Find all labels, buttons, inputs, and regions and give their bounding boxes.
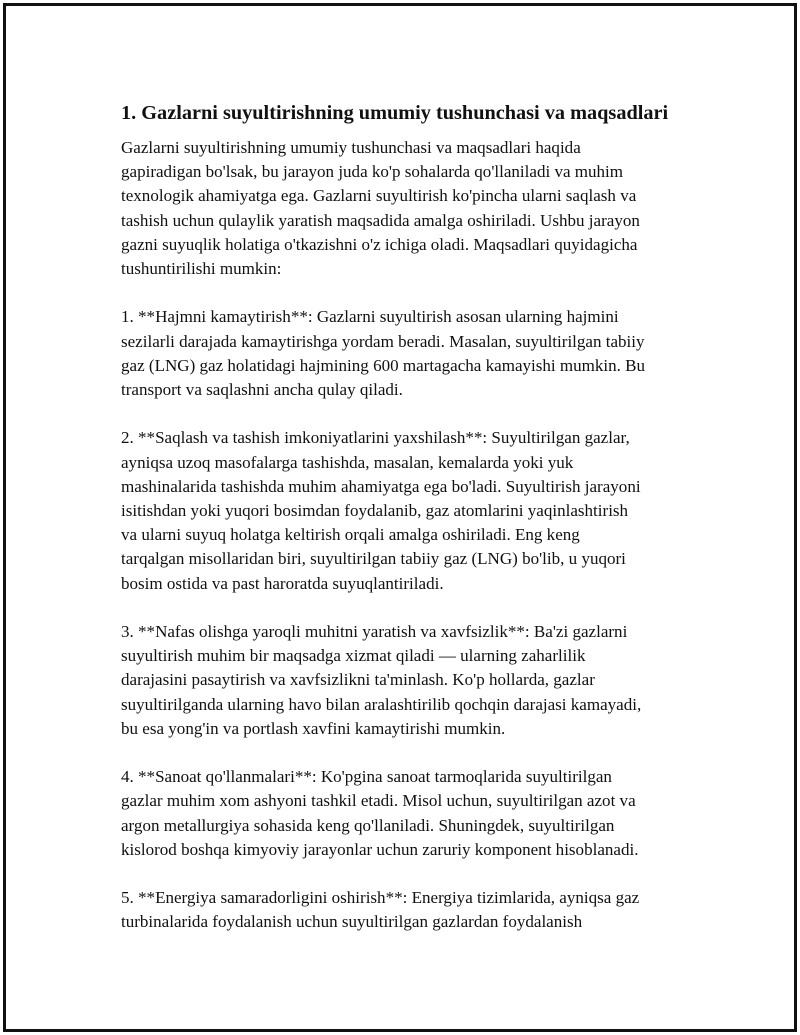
- list-item-1: [121, 305, 701, 402]
- list-item-4: [121, 765, 701, 862]
- text-line: transport va saqlashni ancha qulay qiladi.: [121, 380, 403, 400]
- text-line: suyultirish muhim bir maqsadga xizmat qiladi — ularning zaharlilik: [121, 646, 586, 666]
- intro-paragraph: [121, 136, 701, 281]
- paragraph-gap: [121, 862, 701, 886]
- paragraph-gap: [121, 741, 701, 765]
- text-line: tashish uchun qulaylik yaratish maqsadida amalga oshiriladi. Ushbu jarayon: [121, 210, 640, 230]
- text-line: 3. **Nafas olishga yaroqli muhitni yaratish va xavfsizlik**: Ba'zi gazlarni: [121, 622, 628, 642]
- text-line: ayniqsa uzoq masofalarga tashishda, masalan, kemalarda yoki yuk: [121, 452, 574, 472]
- text-line: Gazlarni suyultirishning umumiy tushunchasi va maqsadlari haqida: [121, 138, 581, 157]
- text-line: 4. **Sanoat qo'llanmalari**: Ko'pgina sanoat tarmoqlarida suyultirilgan: [121, 767, 612, 787]
- text-line: argon metallurgiya sohasida keng qo'llaniladi. Shuningdek, suyultirilgan: [121, 815, 615, 835]
- text-line: texnologik ahamiyatga ega. Gazlarni suyultirish ko'pincha ularni saqlash va: [121, 186, 637, 206]
- text-line: tarqalgan misollaridan biri, suyultirilgan tabiiy gaz (LNG) bo'lib, u yuqori: [121, 549, 626, 569]
- text-line: gazlar muhim xom ashyoni tashkil etadi. Misol uchun, suyultirilgan azot va: [121, 791, 636, 811]
- text-line: sezilarli darajada kamaytirishga yordam beradi. Masalan, suyultirilgan tabiiy: [121, 331, 645, 351]
- text-line: mashinalarida tashishda muhim ahamiyatga ega bo'ladi. Suyultirish jarayoni: [121, 476, 641, 496]
- document-body: [121, 101, 701, 935]
- text-line: 1. **Hajmni kamaytirish**: Gazlarni suyultirish asosan ularning hajmini: [121, 307, 619, 327]
- text-line: suyultirilganda ularning havo bilan aralashtirilib qochqin darajasi kamayadi,: [121, 694, 642, 714]
- text-line: va ularni suyuq holatga keltirish orqali amalga oshiriladi. Eng keng: [121, 525, 580, 545]
- list-item-2: [121, 426, 701, 595]
- text-line: 2. **Saqlash va tashish imkoniyatlarini yaxshilash**: Suyultirilgan gazlar,: [121, 428, 630, 448]
- text-line: 5. **Energiya samaradorligini oshirish**: Energiya tizimlarida, ayniqsa gaz: [121, 888, 640, 908]
- paragraph-gap: [121, 402, 701, 426]
- section-heading: 1. Gazlarni suyultirishning umumiy tushunchasi va maqsadlari: [121, 102, 669, 124]
- list-item-5: [121, 886, 701, 934]
- text-line: bu esa yong'in va portlash xavfini kamaytirishi mumkin.: [121, 718, 506, 738]
- text-line: darajasini pasaytirish va xavfsizlikni ta'minlash. Ko'p hollarda, gazlar: [121, 670, 595, 690]
- text-line: gaz (LNG) gaz holatidagi hajmining 600 martagacha kamayishi mumkin. Bu: [121, 355, 646, 375]
- list-item-3: [121, 620, 701, 741]
- text-line: gapiradigan bo'lsak, bu jarayon juda ko'p sohalarda qo'llaniladi va muhim: [121, 162, 624, 182]
- text-line: tushuntirilishi mumkin:: [121, 259, 282, 279]
- text-line: isitishdan yoki yuqori bosimdan foydalanib, gaz atomlarini yaqinlashtirish: [121, 501, 629, 521]
- text-line: turbinalarida foydalanish uchun suyultirilgan gazlardan foydalanish: [121, 912, 583, 932]
- text-line: kislorod boshqa kimyoviy jarayonlar uchun zaruriy komponent hisoblanadi.: [121, 839, 639, 859]
- paragraph-gap: [121, 596, 701, 620]
- paragraph-gap: [121, 281, 701, 305]
- text-line: bosim ostida va past haroratda suyuqlantiriladi.: [121, 573, 444, 593]
- text-line: gazni suyuqlik holatiga o'tkazishni o'z ichiga oladi. Maqsadlari quyidagicha: [121, 234, 638, 254]
- page-frame: [3, 3, 797, 1032]
